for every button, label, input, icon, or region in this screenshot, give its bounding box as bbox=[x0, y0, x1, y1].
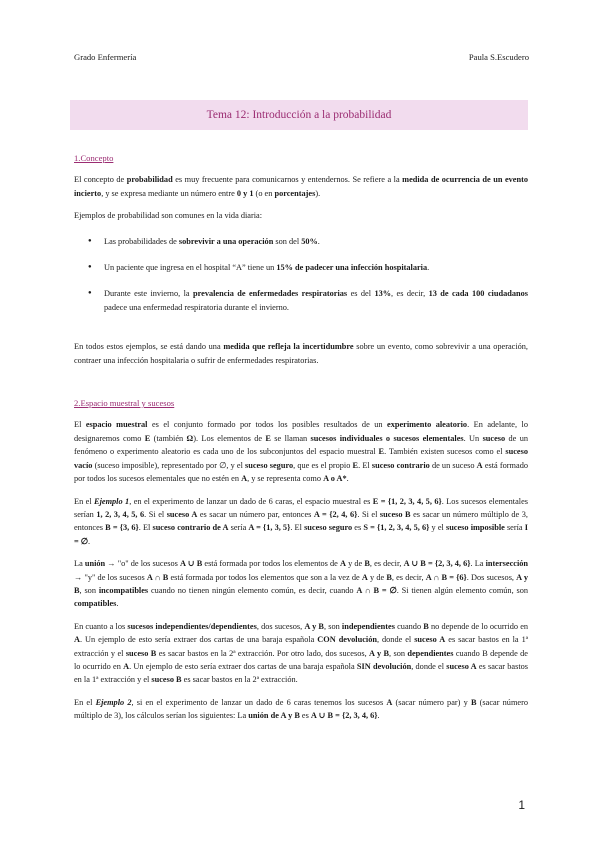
paragraph: En el Ejemplo 1, en el experimento de lanzar un dado de 6 caras, el espacio muestral es E = {1, 2, 3, 4, 5, 6}. Los sucesos elementales serían 1, 2, 3, 4, 5, 6. Si el suceso A es sacar un número par, entonces A = {2, 4, 6}. Si el suceso B es sacar un número múltiplo de 3, entonces B = {3, 6}. El suceso contrario de A sería A = {1, 3, 5}. El suceso seguro es S = {1, 2, 3, 4, 5, 6} y el suceso imposible sería I = ∅. bbox=[74, 496, 529, 546]
section-heading-concepto: 1.Concepto bbox=[74, 153, 114, 163]
page-number: 1 bbox=[518, 798, 525, 812]
examples-list bbox=[74, 235, 528, 315]
paragraph: En el Ejemplo 2, si en el experimento de lanzar un dado de 6 caras tenemos los sucesos A (sacar número par) y B (sacar número múltiplo de 3), los cálculos serían los siguientes: La unión de A y B es A ∪ B = {2, 3, 4, 6}. bbox=[74, 697, 528, 721]
document-body bbox=[74, 152, 528, 732]
list-item: ● Durante este invierno, la prevalencia de enfermedades respiratorias es del 13%, es decir, 13 de cada 100 ciudadanos padece una enfermedad respiratoria durante el invierno. bbox=[74, 287, 528, 314]
paragraph: La unión → "o" de los sucesos A ∪ B está formada por todos los elementos de A y de B, es decir, A ∪ B = {2, 3, 4, 6}. La intersección → "y" de los sucesos A ∩ B está formada por todos los elementos que son a la vez de A y de B, es decir, A ∩ B = {6}. Dos sucesos, A y B, son incompatibles cuando no tienen ningún elemento común, es decir, cuando A ∩ B = ∅. Si tienen algún elemento común, son compatibles. bbox=[74, 559, 529, 609]
paragraph: El espacio muestral es el conjunto formado por todos los posibles resultados de un experimento aleatorio. En adelante, lo designaremos como E (también Ω). Los elementos de E se llaman sucesos individuales o sucesos elementales. Un suceso de un fenómeno o experimento aleatorio es cada uno de los subconjuntos del espacio muestral E. También existen sucesos como el suceso vacío (suceso imposible), representado por ∅, y el suceso seguro, que es el propio E. El suceso contrario de un suceso A está formado por todos los sucesos elementales que no estén en A, y se representa como A o A*. bbox=[74, 420, 529, 484]
list-item: ● Un paciente que ingresa en el hospital “A” tiene un 15% de padecer una infección hospitalaria. bbox=[74, 261, 528, 274]
paragraph: El concepto de probabilidad es muy frecuente para comunicarnos y entendernos. Se refiere a la medida de ocurrencia de un evento incierto, y se expresa mediante un número entre 0 y 1 (o en porcentajes). bbox=[74, 175, 528, 198]
paragraph: Ejemplos de probabilidad son comunes en la vida diaria: bbox=[74, 211, 263, 221]
section-heading-espacio-muestral: 2.Espacio muestral y sucesos bbox=[74, 398, 175, 409]
header-author: Paula S.Escudero bbox=[468, 52, 529, 62]
document-title: Tema 12: Introducción a la probabilidad bbox=[70, 100, 528, 130]
paragraph: En cuanto a los sucesos independientes/dependientes, dos sucesos, A y B, son independientes cuando B no depende de lo ocurrido en A. Un ejemplo de esto sería extraer dos cartas de una baraja española CON devolución, donde el suceso A es sacar bastos en la 1ª extracción y el suceso B es sacar bastos en la 2ª extracción. Por otro lado, dos sucesos, A y B, son dependientes cuando B depende de lo ocurrido en A. Un ejemplo de esto sería extraer dos cartas de una baraja española SIN devolución, donde el suceso A es sacar bastos en la 1ª extracción y el suceso B es sacar bastos en la 2ª extracción. bbox=[74, 621, 529, 685]
list-item: ● Las probabilidades de sobrevivir a una operación son del 50%. bbox=[74, 235, 528, 248]
paragraph: En todos estos ejemplos, se está dando una medida que refleja la incertidumbre sobre un evento, como sobrevivir a una operación, contraer una infección hospitalaria o sufrir de enfermedades respiratorias. bbox=[74, 342, 528, 365]
header-course: Grado Enfermería bbox=[74, 52, 137, 62]
